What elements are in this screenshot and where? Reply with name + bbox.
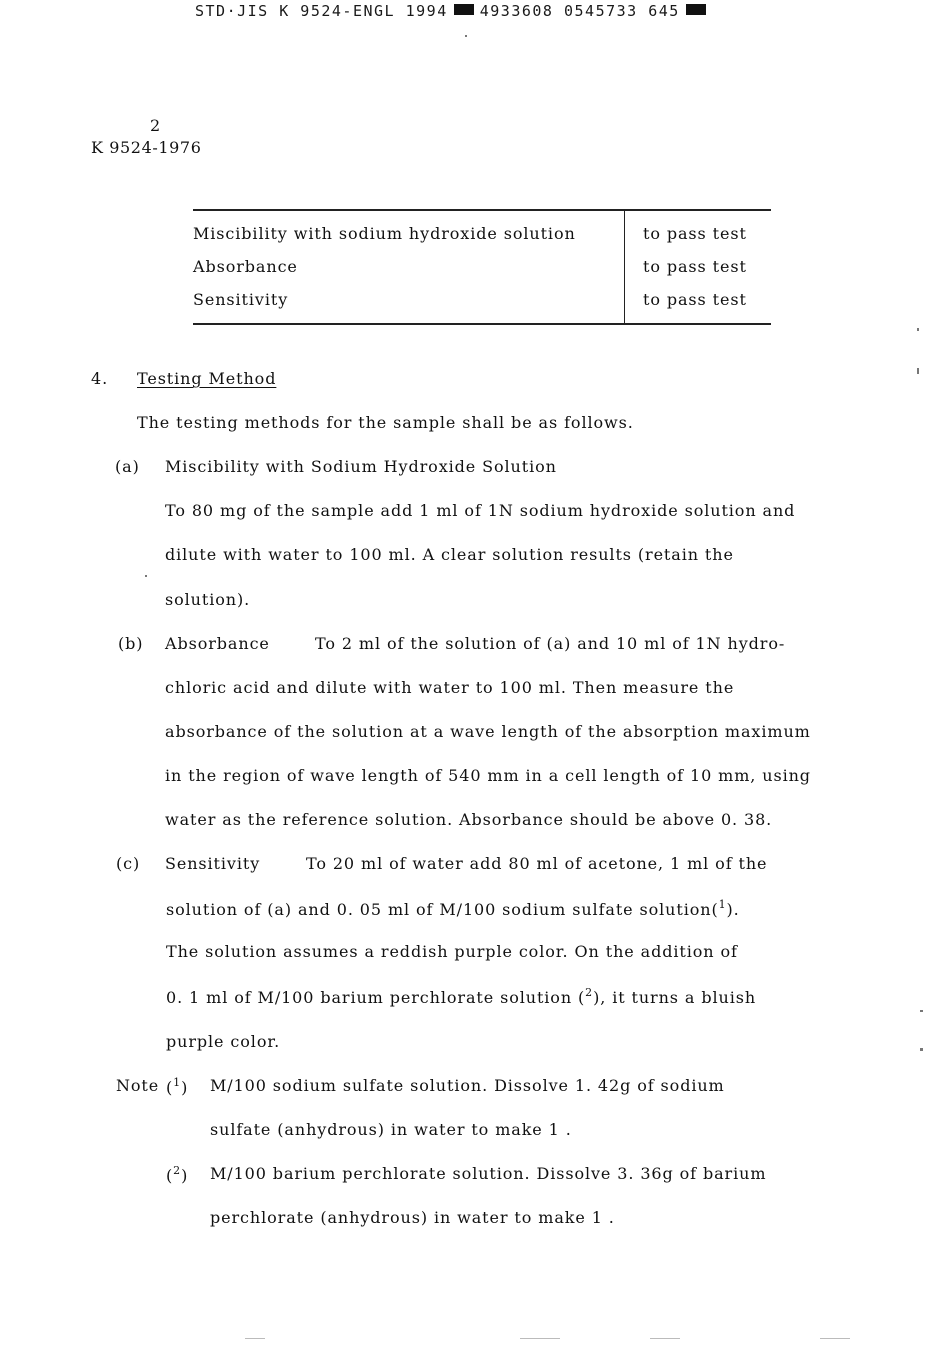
item-a-line: To 80 mg of the sample add 1 ml of 1N sodium hydroxide solution and bbox=[165, 501, 796, 520]
barcode-block-icon bbox=[454, 4, 474, 15]
item-b-line: water as the reference solution. Absorbance should be above 0. 38. bbox=[165, 810, 773, 829]
item-b-label: (b) bbox=[118, 634, 144, 653]
scan-speck bbox=[920, 1048, 923, 1051]
footnote-ref: 1 bbox=[173, 1076, 182, 1089]
footnote-ref: 2 bbox=[173, 1164, 182, 1177]
requirement-property: Miscibility with sodium hydroxide solution bbox=[193, 224, 576, 243]
footnote-ref: 1 bbox=[718, 898, 727, 911]
scan-line bbox=[820, 1338, 850, 1339]
std-code: STD·JIS K 9524-ENGL 1994 bbox=[195, 2, 448, 20]
requirement-value: to pass test bbox=[643, 290, 747, 309]
requirement-value: to pass test bbox=[643, 257, 747, 276]
note-marker-text: ) bbox=[181, 1166, 189, 1185]
item-a-heading: Miscibility with Sodium Hydroxide Solution bbox=[165, 457, 557, 476]
table-row bbox=[193, 224, 771, 248]
scan-line bbox=[520, 1338, 560, 1339]
footnote-ref: 2 bbox=[585, 986, 594, 999]
barcode-number: 4933608 0545733 645 bbox=[479, 2, 680, 20]
item-a-line: dilute with water to 100 ml. A clear solution results (retain the bbox=[165, 545, 734, 564]
scan-speck bbox=[917, 328, 919, 331]
scan-speck bbox=[917, 368, 919, 374]
item-c-line-text: 0. 1 ml of M/100 barium perchlorate solution ( bbox=[166, 988, 586, 1007]
barcode-block-icon bbox=[686, 4, 706, 15]
table-row bbox=[193, 257, 771, 281]
note-1-line: sulfate (anhydrous) in water to make 1 . bbox=[210, 1120, 572, 1139]
note-marker-text: ( bbox=[166, 1166, 174, 1185]
item-b-line: absorbance of the solution at a wave length of the absorption maximum bbox=[165, 722, 811, 741]
requirement-property: Absorbance bbox=[193, 257, 298, 276]
note-2-line: perchlorate (anhydrous) in water to make 1 . bbox=[210, 1208, 615, 1227]
note-marker-text: ( bbox=[166, 1078, 174, 1097]
section-number: 4. bbox=[91, 369, 109, 388]
item-c-line-text: ), it turns a bluish bbox=[593, 988, 757, 1007]
scan-line bbox=[650, 1338, 680, 1339]
section-intro: The testing methods for the sample shall be as follows. bbox=[137, 413, 634, 432]
item-c-line-text: ). bbox=[726, 900, 740, 919]
item-b-first-line: To 2 ml of the solution of (a) and 10 ml of 1N hydro- bbox=[315, 634, 786, 653]
item-b-line: in the region of wave length of 540 mm in a cell length of 10 mm, using bbox=[165, 766, 811, 785]
note-1-line: M/100 sodium sulfate solution. Dissolve 1. 42g of sodium bbox=[210, 1076, 725, 1095]
document-id: K 9524-1976 bbox=[91, 138, 202, 157]
note-1-marker bbox=[166, 1076, 188, 1097]
item-c-line bbox=[166, 986, 756, 1007]
scan-line bbox=[245, 1338, 265, 1339]
note-label: Note bbox=[116, 1076, 160, 1095]
scan-speck bbox=[145, 575, 147, 577]
requirements-table bbox=[193, 209, 771, 325]
item-c-first-line: To 20 ml of water add 80 ml of acetone, 1 ml of the bbox=[306, 854, 768, 873]
item-b-line: chloric acid and dilute with water to 100 ml. Then measure the bbox=[165, 678, 735, 697]
item-c-line bbox=[166, 898, 740, 919]
item-b-heading: Absorbance bbox=[165, 634, 270, 653]
requirement-value: to pass test bbox=[643, 224, 747, 243]
scan-speck bbox=[920, 1010, 923, 1012]
item-c-line: The solution assumes a reddish purple color. On the addition of bbox=[166, 942, 738, 961]
section-title: Testing Method bbox=[137, 369, 277, 388]
page-number: 2 bbox=[150, 116, 161, 135]
item-c-heading: Sensitivity bbox=[165, 854, 261, 873]
note-2-marker bbox=[166, 1164, 188, 1185]
table-row bbox=[193, 290, 771, 314]
note-2-line: M/100 barium perchlorate solution. Dissolve 3. 36g of barium bbox=[210, 1164, 767, 1183]
scan-header bbox=[195, 2, 712, 20]
item-a-line: solution). bbox=[165, 590, 251, 609]
note-marker-text: ) bbox=[181, 1078, 189, 1097]
item-a-label: (a) bbox=[115, 457, 140, 476]
item-c-line-text: solution of (a) and 0. 05 ml of M/100 sodium sulfate solution( bbox=[166, 900, 719, 919]
scan-speck bbox=[465, 35, 467, 37]
item-c-label: (c) bbox=[116, 854, 141, 873]
requirement-property: Sensitivity bbox=[193, 290, 289, 309]
item-c-line: purple color. bbox=[166, 1032, 281, 1051]
